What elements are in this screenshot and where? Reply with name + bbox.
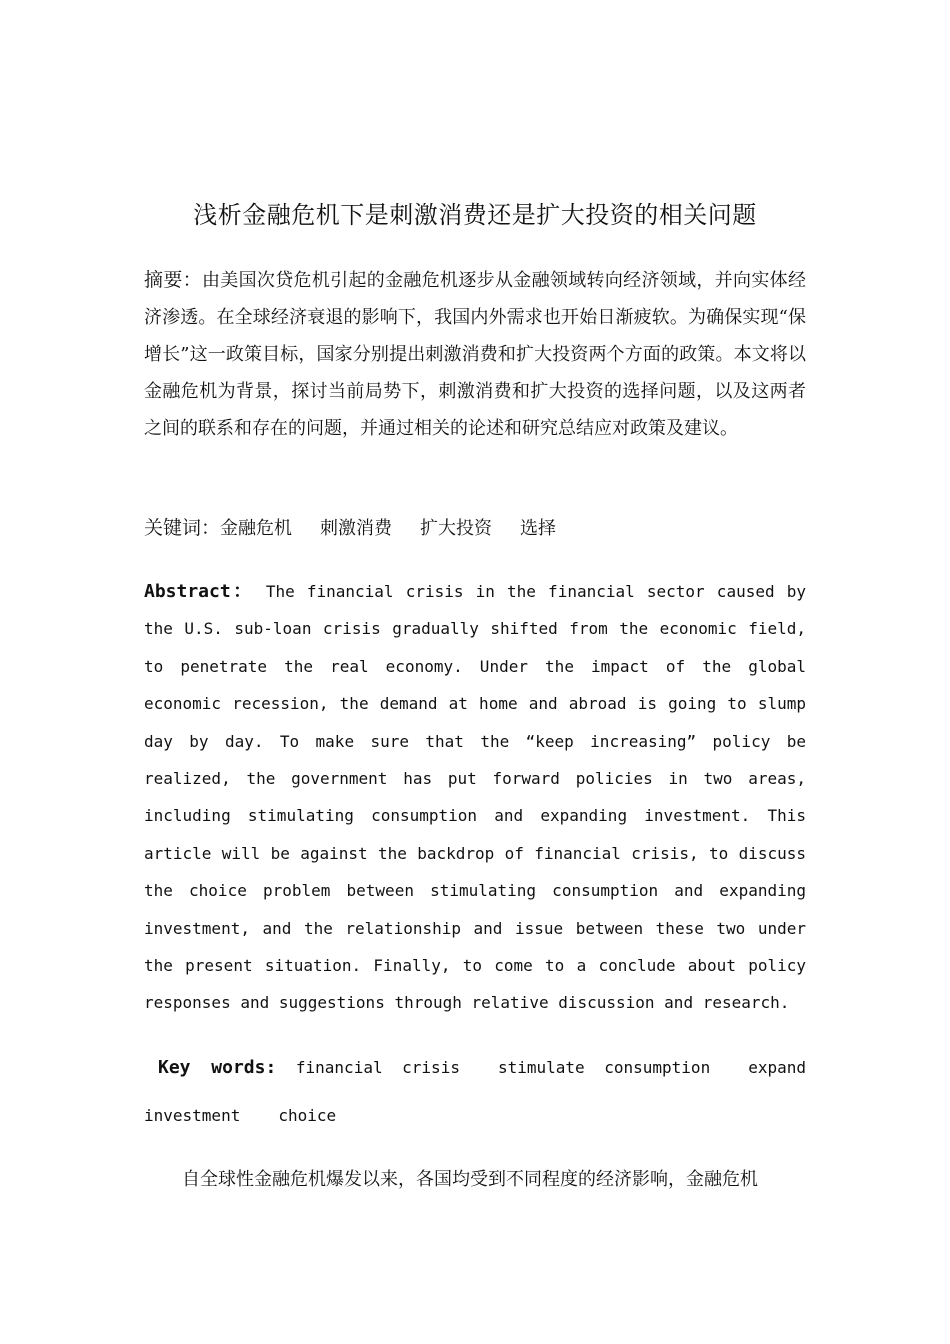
chinese-keywords [144,510,806,547]
chinese-keyword: 金融危机 [220,518,293,539]
chinese-keyword: 刺激消费 [320,518,393,539]
english-keywords [144,1044,806,1140]
english-keyword: stimulate consumption [497,1058,711,1077]
english-abstract [144,573,806,1022]
chinese-abstract-label: 摘要： [144,269,202,291]
paper-title: 浅析金融危机下是刺激消费还是扩大投资的相关问题 [193,201,757,229]
chinese-abstract [144,262,806,447]
english-keyword: expand investment [144,1058,806,1125]
chinese-abstract-text: 由美国次贷危机引起的金融危机逐步从金融领域转向经济领域，并向实体经济渗透。在全球经济衰退的影响下，我国内外需求也开始日渐疲软。为确保实现“保增长”这一政策目标，国家分别提出刺激消费和扩大投资两个方面的政策。本文将以金融危机为背景，探讨当前局势下，刺激消费和扩大投资的选择问题，以及这两者之间的联系和存在的问题，并通过相关的论述和研究总结应对政策及建议。 [144,270,806,439]
english-keyword: choice [278,1106,337,1125]
english-abstract-label: Abstract： [144,581,254,602]
chinese-keyword: 扩大投资 [420,518,493,539]
english-abstract-text: The financial crisis in the financial sector caused by the U.S. sub-loan crisis gradually shifted from the economic field, to penetrate the real economy. Under the impact of the global economic recession, the demand at home and abroad is going to slump day by day. To make sure that the “keep increasing” policy be realized, the government has put forward policies in two areas, including stimulating consumption and expanding investment. This article will be against the backdrop of financial crisis, to discuss the choice problem between stimulating consumption and expanding investment, and the relationship and issue between these two under the present situation. Finally, to come to a conclude about policy responses and suggestions through relative discussion and research. [144,582,807,1013]
body-paragraph: 自全球性金融危机爆发以来，各国均受到不同程度的经济影响，金融危机 [182,1169,758,1190]
chinese-keywords-label: 关键词： [144,517,221,539]
english-keywords-label: Key words: [158,1057,277,1078]
english-keyword: financial crisis [295,1058,460,1077]
chinese-keyword: 选择 [520,518,557,539]
